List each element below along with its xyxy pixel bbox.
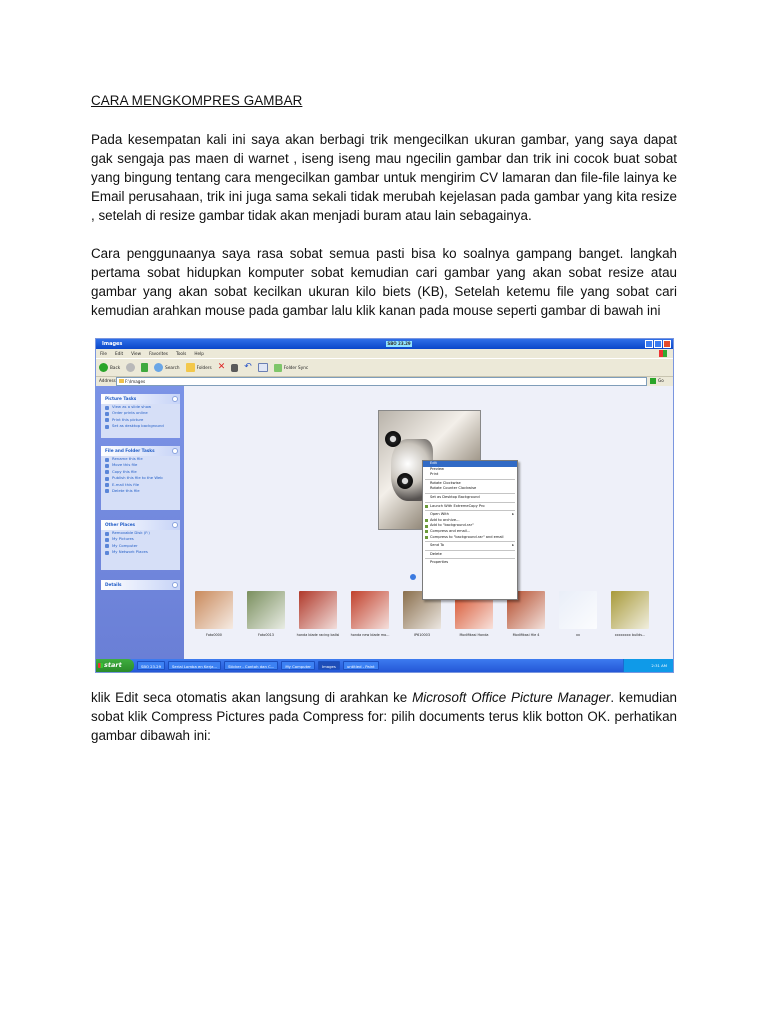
explorer-screenshot	[95, 338, 674, 673]
place-item[interactable]: My Pictures	[101, 536, 180, 542]
context-menu-item[interactable]: Delete	[430, 551, 442, 556]
panel-title: Details	[105, 582, 122, 587]
thumbnail-image	[611, 591, 649, 629]
paragraph-edit	[91, 689, 677, 746]
context-menu-item[interactable]: Add to archive...	[423, 518, 517, 524]
context-menu-item[interactable]: Set as Desktop Background	[430, 494, 480, 499]
delete-toolbar-button[interactable]	[218, 363, 226, 372]
panel-title: Picture Tasks	[105, 396, 137, 401]
thumbnail-caption: honda new blade mo...	[350, 633, 390, 637]
thumbnail[interactable]	[191, 588, 237, 647]
thumbnail[interactable]	[555, 588, 601, 647]
toolbar	[96, 358, 673, 377]
wheel-shape	[397, 473, 413, 489]
folder-sync-button[interactable]	[274, 364, 308, 372]
thumbnail-caption: Modifikasi Hie 4	[512, 633, 540, 637]
context-menu-item[interactable]: Launch With ExtremeCopy Pro	[423, 504, 517, 510]
taskbar-item[interactable]: Sticker - Contoh dan C...	[224, 661, 278, 670]
wheel-shape	[385, 431, 401, 447]
thumbnail-caption: Modifikasi Honda	[459, 633, 489, 637]
menu-separator	[425, 541, 515, 542]
undo-icon: ↶	[244, 362, 252, 372]
thumbnail-caption: Foto0013	[258, 633, 274, 637]
taskbar-item[interactable]: SBO 23.29	[137, 661, 165, 670]
task-item[interactable]: Rename this file	[101, 456, 180, 462]
menu-separator	[425, 502, 515, 503]
undo-button[interactable]	[244, 363, 252, 372]
window-titlebar	[96, 339, 673, 349]
document-title: CARA MENGKOMPRES GAMBAR	[91, 93, 303, 108]
context-menu-item[interactable]: Properties	[430, 560, 449, 565]
paragraph-intro: Pada kesempatan kali ini saya akan berbagi trik mengecilkan ukuran gambar, yang saya dapat gak sengaja pas maen di warnet , iseng iseng mau ngecilin gambar dan trik ini cocok buat sobat yang bingung tentang cara mengecilkan gambar untuk mengirim CV lamaran dan file-file lainya ke Email perusahaan, trik ini juga sama sekali tidak merubah kejelasan pada gambar yang kita resize , setelah di resize gambar tidak akan menjadi buram atau lain sebagainya.	[91, 132, 677, 223]
search-label: Search	[165, 365, 180, 370]
menu-file[interactable]: File	[100, 351, 108, 356]
menu-separator	[425, 493, 515, 494]
task-item[interactable]: Move this file	[101, 462, 180, 468]
menu-separator	[425, 558, 515, 559]
panel-header[interactable]	[101, 394, 180, 404]
paragraph-edit-app-name: Microsoft Office Picture Manager	[412, 690, 611, 705]
search-button[interactable]	[154, 363, 179, 372]
forward-button[interactable]	[126, 363, 135, 372]
chevron-up-icon[interactable]	[172, 448, 178, 454]
panel-header[interactable]	[101, 520, 180, 530]
address-label: Address	[99, 378, 116, 383]
previous-image-icon[interactable]	[410, 574, 416, 580]
menu-separator	[425, 479, 515, 480]
other-places-panel	[101, 520, 180, 570]
task-item[interactable]: Copy this file	[101, 469, 180, 475]
thumbnail[interactable]	[347, 588, 393, 647]
window-controls	[645, 340, 671, 348]
views-icon	[258, 363, 268, 372]
menu-bar	[96, 349, 673, 358]
thumbnail-image	[559, 591, 597, 629]
details-panel	[101, 580, 180, 590]
thumbnail-caption: xx	[575, 633, 580, 637]
window-title: Images	[102, 341, 123, 347]
go-button[interactable]	[650, 377, 670, 384]
context-menu-item[interactable]: Compress to "background.rar" and email	[423, 535, 517, 541]
menu-edit[interactable]: Edit	[115, 351, 124, 356]
thumbnail-caption: IP610003	[414, 633, 430, 637]
thumbnail[interactable]	[243, 588, 289, 647]
picture-tasks-panel	[101, 394, 180, 438]
go-label: Go	[658, 378, 664, 383]
chevron-up-icon[interactable]	[172, 396, 178, 402]
panel-title: Other Places	[105, 522, 136, 527]
context-menu-item[interactable]: Rotate Counter Clockwise	[430, 486, 477, 491]
back-button[interactable]	[99, 363, 120, 372]
menu-tools[interactable]: Tools	[175, 351, 187, 356]
task-item[interactable]: Set as desktop background	[101, 423, 180, 429]
context-menu-item[interactable]: Add to "background.rar"	[423, 523, 517, 529]
cut-button[interactable]	[231, 364, 238, 372]
place-item[interactable]: My Computer	[101, 543, 180, 549]
context-menu-item[interactable]: Open With ▸	[423, 512, 517, 518]
menu-separator	[425, 550, 515, 551]
task-item[interactable]: Publish this file to the Web	[101, 475, 180, 481]
maximize-icon[interactable]	[654, 340, 662, 348]
context-menu-item[interactable]: Rotate Clockwise	[430, 480, 461, 485]
taskbar-item[interactable]: untitled - Paint	[343, 661, 379, 670]
panel-header[interactable]	[101, 446, 180, 456]
taskbar-item[interactable]: Serial Lomba en Kerja...	[168, 661, 221, 670]
menu-help[interactable]: Help	[194, 351, 204, 356]
folder-up-icon	[141, 363, 148, 372]
menu-favorites[interactable]: Favorites	[149, 351, 168, 356]
context-menu-item[interactable]: Preview	[430, 466, 444, 471]
forward-arrow-icon	[126, 363, 135, 372]
taskbar	[96, 659, 673, 672]
panel-title: File and Folder Tasks	[105, 448, 155, 453]
thumbnail-caption: Foto0000	[206, 633, 222, 637]
context-menu-item[interactable]: Compress and email...	[423, 529, 517, 535]
task-item[interactable]: Order prints online	[101, 410, 180, 416]
address-field[interactable]	[116, 377, 647, 386]
panel-header[interactable]	[101, 580, 180, 590]
task-item[interactable]: Delete this file	[101, 488, 180, 494]
folders-button[interactable]	[186, 363, 212, 372]
go-arrow-icon	[650, 378, 656, 384]
folders-label: Folders	[196, 365, 212, 370]
task-item[interactable]: E-mail this file	[101, 482, 180, 488]
scissors-icon	[231, 364, 238, 372]
thumbnail-image	[351, 591, 389, 629]
start-button[interactable]: start	[96, 659, 134, 672]
up-button[interactable]	[141, 363, 148, 372]
file-folder-tasks-panel	[101, 446, 180, 510]
folder-sync-label: Folder Sync	[283, 365, 309, 370]
place-item[interactable]: My Network Places	[101, 549, 180, 555]
delete-x-icon: ✕	[217, 362, 226, 372]
thumbnail[interactable]	[295, 588, 341, 647]
paragraph-edit-text-2: . kemudian sobat klik Compress Pictures pada Compress for: pilih documents terus klik botton OK. perhatikan gambar dibawah ini:	[91, 690, 677, 743]
system-tray-clock: 2:31 AM	[623, 659, 673, 672]
menu-separator	[425, 510, 515, 511]
thumbnail-caption: xxxxxxxx builds...	[614, 633, 646, 637]
taskbar-item[interactable]: My Computer	[281, 661, 315, 670]
windows-logo-icon	[659, 350, 667, 357]
thumbnail-image	[195, 591, 233, 629]
back-arrow-icon	[99, 363, 108, 372]
address-value: F:\Images	[125, 379, 146, 384]
minimize-icon[interactable]	[645, 340, 653, 348]
address-bar	[96, 376, 673, 385]
views-button[interactable]	[258, 363, 268, 372]
close-icon[interactable]	[663, 340, 671, 348]
menu-view[interactable]: View	[131, 351, 142, 356]
paragraph-edit-text: klik Edit seca otomatis akan langsung di arahkan ke	[91, 690, 413, 705]
context-menu	[422, 460, 518, 600]
titlebar-clock: SBO 23.29	[387, 341, 411, 346]
search-icon	[154, 363, 163, 372]
thumbnail-image	[299, 591, 337, 629]
context-menu-item[interactable]: Send To ▸	[423, 543, 517, 549]
place-item[interactable]: Removable Disk (F:)	[101, 530, 180, 536]
context-menu-item[interactable]: Print	[430, 472, 439, 477]
task-pane	[96, 386, 184, 659]
folder-sync-icon	[274, 364, 282, 372]
task-item[interactable]: Print this picture	[101, 417, 180, 423]
chevron-down-icon[interactable]	[172, 582, 178, 588]
thumbnail[interactable]	[607, 588, 653, 647]
thumbnail-caption: honda blade racing ballsi	[296, 633, 340, 637]
taskbar-item[interactable]: Images	[318, 661, 340, 670]
chevron-up-icon[interactable]	[172, 522, 178, 528]
thumbnail-image	[247, 591, 285, 629]
back-label: Back	[110, 365, 121, 370]
task-item[interactable]: View as a slide show	[101, 404, 180, 410]
folders-icon	[186, 363, 195, 372]
folder-icon	[119, 379, 124, 383]
paragraph-steps: Cara penggunaanya saya rasa sobat semua pasti bisa ko soalnya gampang banget. langkah pertama sobat hidupkan komputer sobat kemudian cari gambar yang akan sobat resize atau gambar yang akan sobat kecilkan ukuran kilo biets (KB), Setelah ketemu file yang sobat cari kemudian arahkan mouse pada gambar lalu klik kanan pada mouse seperti gambar di bawah ini	[91, 246, 677, 318]
context-menu-item[interactable]: Edit	[423, 461, 517, 467]
